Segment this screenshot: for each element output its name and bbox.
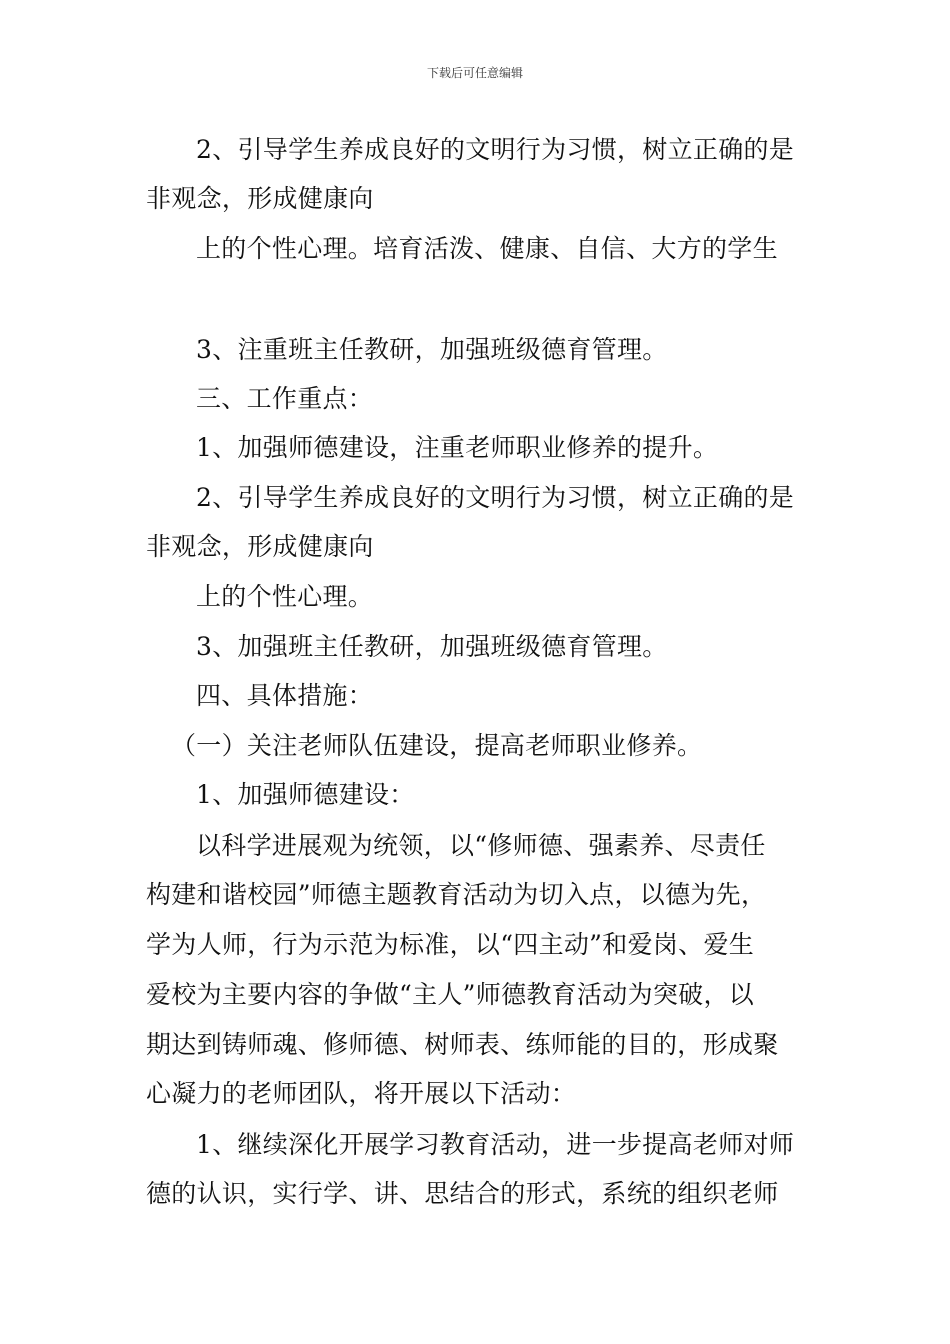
text-line: 2、引导学生养成良好的文明行为习惯，树立正确的是 (196, 483, 795, 512)
text-line: 非观念，形成健康向 (146, 532, 374, 561)
text-line: 1、继续深化开展学习教育活动，进一步提高老师对师 (196, 1130, 795, 1159)
text-line: 非观念，形成健康向 (146, 184, 374, 213)
text-line: 以科学进展观为统领，以“修师德、强素养、尽责任 (196, 831, 766, 860)
text-line: 1、加强师德建设，注重老师职业修养的提升。 (196, 433, 719, 462)
text-line: 上的个性心理。培育活泼、健康、自信、大方的学生 (196, 234, 778, 263)
subsection-heading: （一）关注老师队伍建设，提高老师职业修养。 (171, 731, 703, 760)
text-line: 1、加强师德建设： (196, 780, 415, 809)
text-line: 构建和谐校园”师德主题教育活动为切入点，以德为先， (146, 880, 767, 909)
header-note: 下载后可任意编辑 (426, 66, 523, 80)
text-line: 心凝力的老师团队，将开展以下活动： (146, 1079, 577, 1108)
text-line: 2、引导学生养成良好的文明行为习惯，树立正确的是 (196, 135, 795, 164)
section-heading: 三、工作重点： (196, 384, 374, 413)
text-line: 3、加强班主任教研，加强班级德育管理。 (196, 632, 668, 661)
page-header (0, 64, 950, 82)
text-line: 德的认识，实行学、讲、思结合的形式，系统的组织老师 (146, 1179, 779, 1208)
text-line: 学为人师，行为示范为标准，以“四主动”和爱岗、爱生 (146, 930, 755, 959)
text-line: 期达到铸师魂、修师德、树师表、练师能的目的，形成聚 (146, 1030, 779, 1059)
text-line: 上的个性心理。 (196, 582, 374, 611)
section-heading: 四、具体措施： (196, 681, 374, 710)
text-line: 爱校为主要内容的争做“主人”师德教育活动为突破，以 (146, 980, 755, 1009)
text-line: 3、注重班主任教研，加强班级德育管理。 (196, 335, 668, 364)
